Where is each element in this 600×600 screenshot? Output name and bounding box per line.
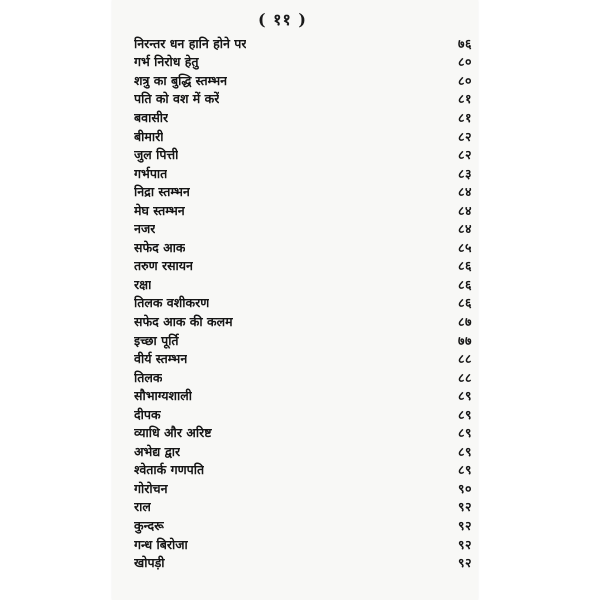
toc-entry-title: तरुण रसायन (134, 258, 193, 274)
toc-entry-page: ८४ (457, 184, 472, 200)
toc-entry (134, 405, 472, 424)
toc-entry (134, 535, 472, 554)
toc-entry-page: ८२ (457, 128, 472, 144)
toc-entry (134, 461, 472, 480)
toc-entry (134, 145, 472, 164)
toc-entry-title: कुन्दरू (134, 517, 164, 533)
toc-entry-page: ८९ (457, 425, 472, 441)
toc-entry-page: ९२ (457, 536, 472, 552)
toc-entry-title: पति को वश में करें (134, 91, 220, 107)
toc-entry-title: अभेद्य द्वार (134, 443, 181, 459)
toc-entry (134, 442, 472, 461)
toc-entry-page: ८६ (457, 258, 472, 274)
toc-entry (134, 312, 472, 331)
toc-entry-page: ९० (457, 480, 472, 496)
toc-entry-page: ८२ (457, 147, 472, 163)
toc-entry (134, 108, 472, 127)
toc-entry (134, 479, 472, 498)
toc-entry-page: ८१ (457, 109, 472, 125)
toc-entry-page: ८९ (457, 388, 472, 404)
toc-entry-page: ९२ (457, 499, 472, 515)
toc-entry-page: ९२ (457, 555, 472, 571)
toc-entry-title: रक्षा (134, 276, 152, 292)
toc-entry (134, 331, 472, 350)
toc-entry-page: ८९ (457, 443, 472, 459)
toc-entry-page: ८४ (457, 221, 472, 237)
toc-entry (134, 553, 472, 572)
toc-entry-page: ७७ (457, 332, 472, 348)
toc-entry-page: ८६ (457, 276, 472, 292)
toc-entry (134, 164, 472, 183)
toc-entry (134, 275, 472, 294)
toc-entry (134, 219, 472, 238)
toc-entry-title: बीमारी (134, 128, 164, 144)
toc-entry (134, 127, 472, 146)
toc-entry-page: ८१ (457, 91, 472, 107)
toc-entry (134, 368, 472, 387)
toc-entry-page: ८४ (457, 202, 472, 218)
toc-entry (134, 294, 472, 313)
toc-entry-title: निरन्तर धन हानि होने पर (134, 35, 247, 51)
toc-entry-title: इच्छा पूर्ति (134, 332, 179, 348)
toc-entry (134, 201, 472, 220)
toc-entry-title: जुल पित्ती (134, 147, 179, 163)
toc-entry (134, 516, 472, 535)
toc-entry-title: मेघ स्तम्भन (134, 202, 185, 218)
toc-entry (134, 386, 472, 405)
toc-entry-page: ७६ (457, 35, 472, 51)
table-of-contents (134, 34, 472, 572)
toc-entry-title: शत्रु का बुद्धि स्तम्भन (134, 72, 228, 88)
toc-entry (134, 90, 472, 109)
toc-entry-page: ८३ (457, 165, 472, 181)
toc-entry-page: ८८ (457, 351, 472, 367)
toc-entry-title: खोपड़ी (134, 555, 165, 571)
toc-entry-page: ९२ (457, 517, 472, 533)
toc-entry-page: ८९ (457, 406, 472, 422)
toc-entry-page: ८९ (457, 462, 472, 478)
toc-entry (134, 423, 472, 442)
toc-entry-title: नजर (134, 221, 156, 237)
toc-entry (134, 498, 472, 517)
toc-entry-title: गर्भ निरोध हेतु (134, 54, 199, 70)
toc-entry-title: निद्रा स्तम्भन (134, 184, 190, 200)
toc-entry-title: गर्भपात (134, 165, 168, 181)
toc-entry-title: तिलक (134, 369, 163, 385)
toc-entry (134, 349, 472, 368)
toc-entry (134, 257, 472, 276)
toc-entry-title: वीर्य स्तम्भन (134, 351, 188, 367)
toc-entry-title: सफेद आक (134, 239, 186, 255)
toc-entry (134, 238, 472, 257)
toc-entry-page: ८० (457, 54, 472, 70)
toc-entry-title: तिलक वशीकरण (134, 295, 210, 311)
toc-entry-page: ८७ (457, 313, 472, 329)
toc-entry-page: ८६ (457, 295, 472, 311)
toc-entry-page: ८५ (457, 239, 472, 255)
toc-entry (134, 53, 472, 72)
toc-entry-title: सफेद आक की कलम (134, 313, 233, 329)
toc-entry (134, 34, 472, 53)
toc-entry-title: गोरोचन (134, 480, 168, 496)
toc-entry-title: गन्ध बिरोजा (134, 536, 188, 552)
toc-entry-title: राल (134, 499, 151, 515)
page-number: ( ११ ) (258, 10, 307, 29)
toc-entry-title: बवासीर (134, 109, 169, 125)
toc-entry-page: ८० (457, 72, 472, 88)
toc-entry-title: दीपक (134, 406, 161, 422)
toc-entry (134, 71, 472, 90)
toc-entry-page: ८८ (457, 369, 472, 385)
toc-entry-title: सौभाग्यशाली (134, 388, 192, 404)
toc-entry (134, 182, 472, 201)
toc-entry-title: व्याधि और अरिष्ट (134, 425, 212, 441)
toc-entry-title: श्वेतार्क गणपति (134, 462, 205, 478)
